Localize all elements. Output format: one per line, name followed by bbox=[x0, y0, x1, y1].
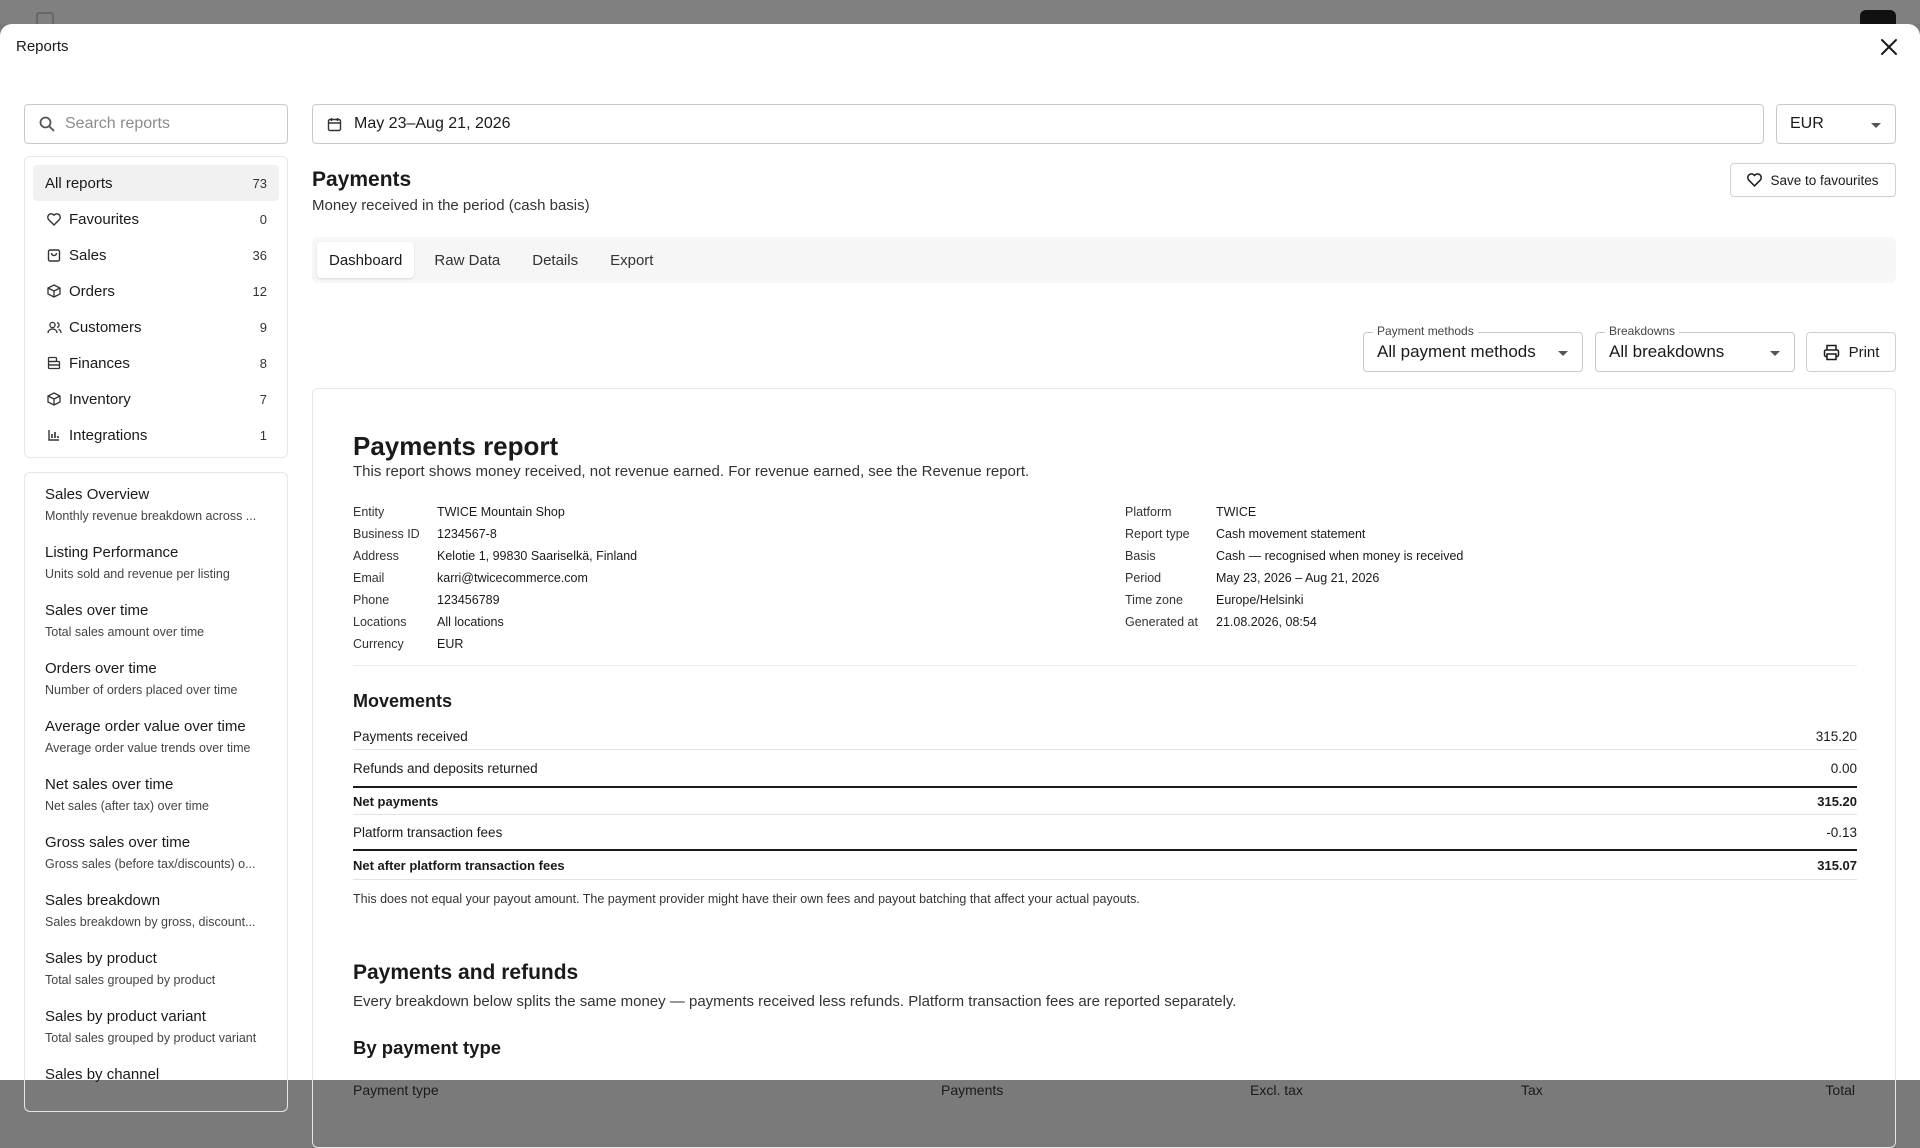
chevron-down-icon bbox=[1558, 351, 1568, 356]
divider bbox=[353, 749, 1857, 750]
meta-value: TWICE bbox=[1216, 505, 1257, 519]
movement-label: Net payments bbox=[353, 794, 439, 809]
date-range-picker[interactable] bbox=[312, 104, 1764, 144]
column-header: Payments bbox=[941, 1082, 1004, 1098]
report-list-item[interactable] bbox=[25, 717, 287, 775]
breakdowns-select[interactable] bbox=[1595, 324, 1795, 372]
payments-refunds-heading: Payments and refunds bbox=[353, 961, 579, 984]
meta-value: 1234567-8 bbox=[437, 527, 497, 541]
category-finances[interactable] bbox=[33, 345, 279, 381]
divider bbox=[353, 665, 1857, 666]
by-payment-type-heading: By payment type bbox=[353, 1037, 502, 1058]
movement-row bbox=[353, 729, 1857, 744]
meta-row bbox=[1125, 501, 1463, 523]
movement-value: 315.07 bbox=[1817, 858, 1857, 873]
breakdowns-label: Breakdowns bbox=[1605, 324, 1679, 338]
meta-row bbox=[1125, 567, 1463, 589]
report-list-item[interactable] bbox=[25, 601, 287, 659]
heart-icon bbox=[45, 210, 63, 228]
report-description: Units sold and revenue per listing bbox=[45, 567, 230, 581]
search-field[interactable] bbox=[24, 104, 288, 144]
heart-icon bbox=[1747, 173, 1762, 187]
meta-key: Entity bbox=[353, 505, 385, 519]
report-title: Gross sales over time bbox=[45, 834, 191, 851]
category-count: 8 bbox=[259, 355, 267, 371]
divider bbox=[353, 786, 1857, 788]
movement-row bbox=[353, 825, 1857, 840]
report-list-item[interactable] bbox=[25, 775, 287, 833]
report-list-item[interactable] bbox=[25, 1007, 287, 1065]
report-list-item[interactable] bbox=[25, 833, 287, 891]
category-integrations[interactable] bbox=[33, 417, 279, 453]
meta-value: Kelotie 1, 99830 Saariselkä, Finland bbox=[437, 549, 638, 563]
movement-value: 315.20 bbox=[1817, 794, 1857, 809]
category-favourites[interactable] bbox=[33, 201, 279, 237]
tab-dashboard[interactable]: Dashboard bbox=[317, 242, 414, 278]
report-description: Number of orders placed over time bbox=[45, 683, 238, 697]
report-title: Sales by product bbox=[45, 950, 157, 967]
meta-row bbox=[1125, 545, 1463, 567]
report-card bbox=[312, 388, 1896, 1148]
report-list-item[interactable] bbox=[25, 543, 287, 601]
payment-methods-label: Payment methods bbox=[1373, 324, 1478, 338]
report-meta-left bbox=[353, 501, 637, 655]
coins-icon bbox=[45, 354, 63, 372]
movement-row-total bbox=[353, 794, 1857, 809]
report-description: Total sales grouped by product variant bbox=[45, 1031, 257, 1045]
currency-select[interactable] bbox=[1776, 104, 1896, 144]
bar-chart-icon bbox=[45, 426, 63, 444]
report-list-item[interactable] bbox=[25, 485, 287, 543]
meta-key: Platform bbox=[1125, 505, 1172, 519]
users-icon bbox=[45, 318, 63, 336]
report-list-item[interactable] bbox=[25, 659, 287, 717]
meta-row bbox=[353, 611, 637, 633]
movement-row bbox=[353, 761, 1857, 776]
category-orders[interactable] bbox=[33, 273, 279, 309]
category-count: 0 bbox=[259, 211, 267, 227]
report-list-item[interactable] bbox=[25, 891, 287, 949]
movements-note: This does not equal your payout amount. The payment provider might have their own fees and payout batching that affect your actual payouts. bbox=[353, 892, 1140, 906]
meta-key: Business ID bbox=[353, 527, 420, 541]
movement-label: Payments received bbox=[353, 729, 468, 744]
tab-export[interactable]: Export bbox=[610, 251, 654, 269]
meta-key: Report type bbox=[1125, 527, 1190, 541]
meta-key: Generated at bbox=[1125, 615, 1198, 629]
report-list-item[interactable] bbox=[25, 949, 287, 1007]
category-label: All reports bbox=[45, 174, 113, 192]
save-to-favourites-button[interactable] bbox=[1730, 163, 1896, 197]
page-title: Payments bbox=[312, 168, 412, 191]
meta-row bbox=[353, 523, 637, 545]
movement-value: 0.00 bbox=[1830, 761, 1857, 776]
report-title: Sales over time bbox=[45, 602, 149, 619]
report-list bbox=[24, 472, 288, 1112]
report-title: Average order value over time bbox=[45, 718, 246, 735]
report-title: Sales breakdown bbox=[45, 892, 161, 909]
meta-key: Time zone bbox=[1125, 593, 1183, 607]
report-title: Sales by channel bbox=[45, 1066, 160, 1083]
meta-row bbox=[353, 567, 637, 589]
payment-methods-select[interactable] bbox=[1363, 324, 1583, 372]
search-icon bbox=[39, 116, 55, 132]
close-button[interactable] bbox=[1876, 34, 1902, 60]
category-label: Orders bbox=[69, 282, 115, 300]
category-all-reports[interactable] bbox=[33, 165, 279, 201]
report-description: Monthly revenue breakdown across ... bbox=[45, 509, 257, 523]
calendar-icon bbox=[327, 117, 342, 132]
category-label: Sales bbox=[69, 246, 107, 264]
movement-row-total bbox=[353, 858, 1857, 873]
meta-value: Cash — recognised when money is received bbox=[1216, 549, 1464, 563]
category-label: Customers bbox=[69, 318, 142, 336]
page-subtitle: Money received in the period (cash basis) bbox=[312, 197, 590, 214]
meta-value: 21.08.2026, 08:54 bbox=[1216, 615, 1317, 629]
category-count: 12 bbox=[252, 283, 267, 299]
column-header: Total bbox=[1825, 1082, 1855, 1098]
meta-row bbox=[353, 589, 637, 611]
printer-icon bbox=[1823, 344, 1840, 361]
meta-key: Currency bbox=[353, 637, 404, 651]
print-label: Print bbox=[1848, 343, 1880, 361]
close-icon bbox=[1880, 38, 1898, 56]
tab-raw-data[interactable]: Raw Data bbox=[434, 251, 501, 269]
category-label: Integrations bbox=[69, 426, 148, 444]
report-description: Net sales (after tax) over time bbox=[45, 799, 209, 813]
meta-key: Address bbox=[353, 549, 399, 563]
report-note: This report shows money received, not revenue earned. For revenue earned, see the Revenue report. bbox=[353, 463, 1030, 480]
chevron-down-icon bbox=[1770, 351, 1780, 356]
reports-modal bbox=[0, 24, 1920, 1098]
report-title: Sales Overview bbox=[45, 486, 150, 503]
currency-value: EUR bbox=[1790, 115, 1824, 132]
shopping-bag-icon bbox=[45, 246, 63, 264]
tab-bar bbox=[312, 237, 1896, 283]
meta-row bbox=[1125, 523, 1463, 545]
search-input[interactable] bbox=[65, 115, 265, 133]
report-description: Sales breakdown by gross, discount... bbox=[45, 915, 256, 929]
category-label: Finances bbox=[69, 354, 130, 372]
meta-key: Email bbox=[353, 571, 385, 585]
movement-value: -0.13 bbox=[1826, 825, 1857, 840]
report-description: Total sales grouped by product bbox=[45, 973, 216, 987]
modal-title: Reports bbox=[16, 38, 69, 55]
category-count: 73 bbox=[252, 175, 267, 191]
meta-value: EUR bbox=[437, 637, 464, 651]
category-inventory[interactable] bbox=[33, 381, 279, 417]
meta-value: karri@twicecommerce.com bbox=[437, 571, 588, 585]
divider bbox=[353, 879, 1857, 880]
meta-row bbox=[1125, 611, 1463, 633]
category-count: 1 bbox=[259, 427, 267, 443]
divider bbox=[353, 814, 1857, 815]
report-description: Average order value trends over time bbox=[45, 741, 251, 755]
report-list-item[interactable] bbox=[25, 1065, 287, 1123]
report-title: Net sales over time bbox=[45, 776, 174, 793]
report-description: Gross sales (before tax/discounts) o... bbox=[45, 857, 256, 871]
category-count: 9 bbox=[259, 319, 267, 335]
movement-label: Refunds and deposits returned bbox=[353, 761, 538, 776]
background-app-bar bbox=[0, 0, 1920, 24]
meta-value: May 23, 2026 – Aug 21, 2026 bbox=[1216, 571, 1380, 585]
column-header: Tax bbox=[1521, 1082, 1543, 1098]
report-heading: Payments report bbox=[353, 431, 559, 461]
package-icon bbox=[45, 390, 63, 408]
movement-value: 315.20 bbox=[1815, 729, 1857, 744]
save-to-favourites-label: Save to favourites bbox=[1770, 172, 1879, 188]
payment-methods-value: All payment methods bbox=[1377, 342, 1536, 361]
print-button[interactable] bbox=[1806, 332, 1896, 372]
payments-refunds-note: Every breakdown below splits the same money — payments received less refunds. Platform transaction fees are reported separately. bbox=[353, 993, 1237, 1010]
movement-label: Net after platform transaction fees bbox=[353, 858, 565, 873]
category-customers[interactable] bbox=[33, 309, 279, 345]
meta-key: Locations bbox=[353, 615, 407, 629]
meta-value: Cash movement statement bbox=[1216, 527, 1366, 541]
category-label: Inventory bbox=[69, 390, 131, 408]
report-title: Orders over time bbox=[45, 660, 157, 677]
category-count: 7 bbox=[259, 391, 267, 407]
meta-value: TWICE Mountain Shop bbox=[437, 505, 565, 519]
date-range-value: May 23–Aug 21, 2026 bbox=[354, 115, 511, 132]
meta-value: 123456789 bbox=[437, 593, 500, 607]
column-header: Payment type bbox=[353, 1082, 439, 1098]
meta-row bbox=[1125, 589, 1463, 611]
category-list bbox=[24, 156, 288, 458]
movement-label: Platform transaction fees bbox=[353, 825, 503, 840]
meta-value: All locations bbox=[437, 615, 504, 629]
chevron-down-icon bbox=[1871, 123, 1881, 128]
category-label: Favourites bbox=[69, 210, 140, 228]
category-count: 36 bbox=[252, 247, 267, 263]
category-sales[interactable] bbox=[33, 237, 279, 273]
report-description: Total sales amount over time bbox=[45, 625, 205, 639]
tab-details[interactable]: Details bbox=[532, 251, 579, 269]
breakdowns-value: All breakdowns bbox=[1609, 342, 1725, 361]
meta-key: Period bbox=[1125, 571, 1162, 585]
meta-row bbox=[353, 633, 637, 655]
meta-key: Phone bbox=[353, 593, 390, 607]
divider bbox=[353, 849, 1857, 851]
meta-key: Basis bbox=[1125, 549, 1156, 563]
meta-value: Europe/Helsinki bbox=[1216, 593, 1304, 607]
report-meta-right bbox=[1125, 501, 1463, 633]
meta-row bbox=[353, 545, 637, 567]
meta-row bbox=[353, 501, 637, 523]
report-title: Sales by product variant bbox=[45, 1008, 206, 1025]
package-icon bbox=[45, 282, 63, 300]
movements-heading: Movements bbox=[353, 691, 453, 711]
report-title: Listing Performance bbox=[45, 544, 179, 561]
column-header: Excl. tax bbox=[1250, 1082, 1303, 1098]
